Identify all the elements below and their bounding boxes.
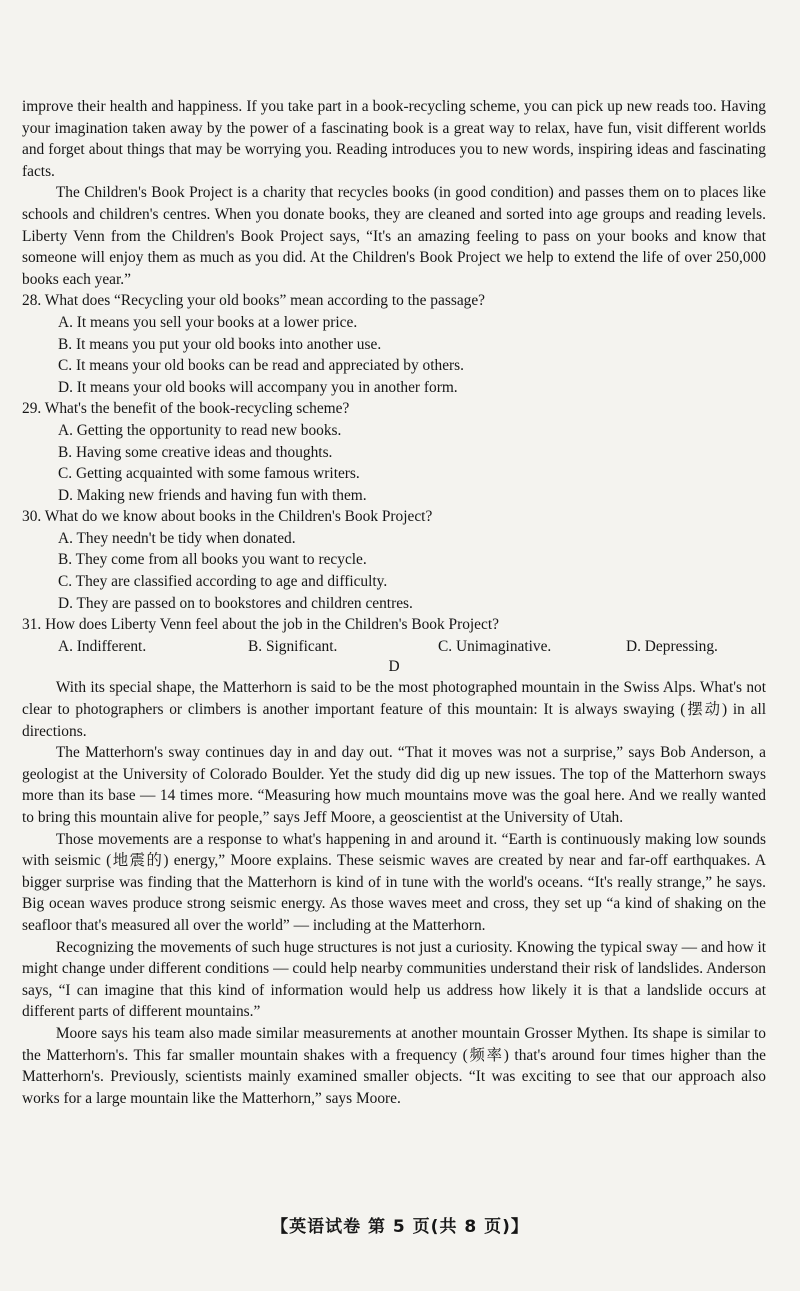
options-row	[58, 636, 766, 658]
question-30	[22, 506, 766, 614]
passage-d-paragraph-1: With its special shape, the Matterhorn is said to be the most photographed mountain in the Swiss Alps. What's not clear to photographers or climbers is another important feature of this mountain: It is always swaying (摆动) in all directions.	[22, 679, 766, 740]
option-b: B. It means you put your old books into another use.	[58, 335, 382, 353]
option-c: C. Unimaginative.	[438, 637, 552, 655]
question-stem: 29. What's the benefit of the book-recycling scheme?	[22, 400, 350, 418]
option-a: A. Indifferent.	[58, 637, 147, 655]
passage-c-paragraph-2: The Children's Book Project is a charity that recycles books (in good condition) and passes them on to places like schools and children's centres. When you donate books, they are cleaned and sorted into age groups and reading levels. Liberty Venn from the Children's Book Project says, “It's an amazing feeling to pass on your books and know that someone will enjoy them as much as you did. At the Children's Book Project we help to extend the life of over 250,000 books each year.”	[22, 184, 766, 288]
passage-d-paragraph-3: Those movements are a response to what's happening in and around it. “Earth is continuously making low sounds with seismic (地震的) energy,” Moore explains. These seismic waves are created by near and far-off earthquakes. A bigger surprise was finding that the Matterhorn is kind of in tune with the world's oceans. “It's really strange,” he says. Big ocean waves produce strong seismic energy. As those waves meet and cross, they set up “a kind of shaking on the seafloor that's measured all over the world” — including at the Matterhorn.	[22, 830, 766, 934]
question-28	[22, 290, 766, 398]
question-29	[22, 398, 766, 506]
option-c: C. It means your old books can be read and appreciated by others.	[58, 357, 465, 375]
page-content	[22, 96, 766, 1109]
passage-d-paragraph-5: Moore says his team also made similar measurements at another mountain Grosser Mythen. Its shape is similar to the Matterhorn's. This far smaller mountain shakes with a frequency (频率) that's around four times higher than the Matterhorn's. Previously, scientists mainly examined smaller objects. “It was exciting to see that our approach also works for a large mountain like the Matterhorn,” says Moore.	[22, 1024, 766, 1107]
question-stem: 31. How does Liberty Venn feel about the job in the Children's Book Project?	[22, 616, 499, 634]
option-a: A. They needn't be tidy when donated.	[58, 529, 296, 547]
passage-d-paragraph-2: The Matterhorn's sway continues day in and day out. “That it moves was not a surprise,” says Bob Anderson, a geologist at the University of Colorado Boulder. Yet the study did dig up new issues. The top of the Matterhorn sways more than its base — 14 times more. “Measuring how much mountains move was the goal here. And we really wanted to bring this mountain alive for people,” says Jeff Moore, a geoscientist at the University of Utah.	[22, 744, 766, 826]
option-d: D. Making new friends and having fun with them.	[58, 486, 367, 504]
option-d: D. They are passed on to bookstores and children centres.	[58, 594, 413, 612]
option-a: A. It means you sell your books at a lower price.	[58, 313, 358, 331]
option-d: D. It means your old books will accompany you in another form.	[58, 378, 458, 396]
passage-d-label: D	[388, 658, 400, 676]
passage-d-paragraph-4: Recognizing the movements of such huge structures is not just a curiosity. Knowing the typical sway — and how it might change under different conditions — could help nearby communities understand their risk of landslides. Anderson says, “I can imagine that this kind of information would help us address how likely it is that a landslide occurs at different parts of different mountains.”	[22, 938, 766, 1021]
question-31	[22, 614, 766, 657]
question-stem: 28. What does “Recycling your old books” mean according to the passage?	[22, 292, 486, 310]
option-c: C. Getting acquainted with some famous writers.	[58, 465, 360, 483]
page-footer: 【英语试卷 第 5 页(共 8 页)】	[271, 1217, 529, 1237]
option-c: C. They are classified according to age and difficulty.	[58, 573, 388, 591]
option-d: D. Depressing.	[626, 637, 718, 655]
option-b: B. Significant.	[248, 637, 338, 655]
option-a: A. Getting the opportunity to read new books.	[58, 421, 342, 439]
question-stem: 30. What do we know about books in the Children's Book Project?	[22, 508, 433, 526]
option-b: B. Having some creative ideas and thoughts.	[58, 443, 333, 461]
passage-c-paragraph-1: improve their health and happiness. If you take part in a book-recycling scheme, you can pick up new reads too. Having your imagination taken away by the power of a fascinating book is a great way to relax, have fun, visit different worlds and forget about things that may be worrying you. Reading introduces you to new words, inspiring ideas and fascinating facts.	[22, 98, 766, 180]
option-b: B. They come from all books you want to recycle.	[58, 551, 367, 569]
